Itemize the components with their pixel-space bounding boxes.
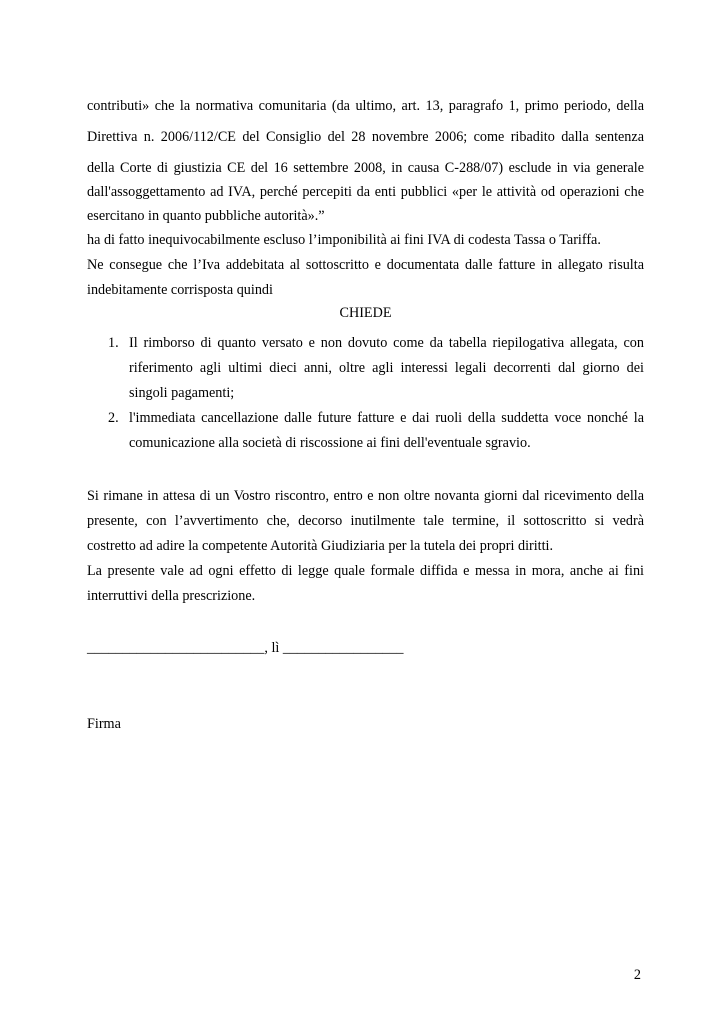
request-1-line-1: Il rimborso di quanto versato e non dovuto come da tabella riepilogativa allegata, con [129, 335, 644, 351]
paragraph-1-line-2: Direttiva n. 2006/112/CE del Consiglio del 28 novembre 2006; come ribadito dalla sentenza [87, 129, 644, 145]
signature-label: Firma [87, 716, 121, 732]
paragraph-4-line-2: presente, con l’avvertimento che, decorso inutilmente tale termine, il sottoscritto si vedrà [87, 513, 644, 529]
request-1-line-3: singoli pagamenti; [129, 385, 235, 401]
paragraph-1-line-1: contributi» che la normativa comunitaria (da ultimo, art. 13, paragrafo 1, primo periodo, della [87, 98, 644, 114]
request-2-line-2: comunicazione alla società di riscossione ai fini dell'eventuale sgravio. [129, 435, 531, 451]
heading-chiede: CHIEDE [339, 305, 392, 321]
request-2-line-1: l'immediata cancellazione dalle future fatture e dai ruoli della suddetta voce nonché la [129, 410, 644, 426]
paragraph-4-line-3: costretto ad adire la competente Autorità Giudiziaria per la tutela dei propri diritti. [87, 538, 554, 554]
request-1-number: 1. [108, 335, 119, 351]
paragraph-5-line-1: La presente vale ad ogni effetto di legge quale formale diffida e messa in mora, anche ai fini [87, 563, 644, 579]
paragraph-1-line-3: della Corte di giustizia CE del 16 settembre 2008, in causa C-288/07) esclude in via generale [87, 160, 644, 176]
page-number: 2 [633, 967, 641, 983]
request-2-number: 2. [108, 410, 119, 426]
paragraph-1-line-5: esercitano in quanto pubbliche autorità».” [87, 208, 325, 224]
paragraph-5-line-2: interruttivi della prescrizione. [87, 588, 256, 604]
request-1-line-2: riferimento agli ultimi dieci anni, oltre agli interessi legali decorrenti dal giorno dei [129, 360, 644, 376]
paragraph-4-line-1: Si rimane in attesa di un Vostro riscontro, entro e non oltre novanta giorni dal ricevimento della [87, 488, 644, 504]
paragraph-2: ha di fatto inequivocabilmente escluso l’imponibilità ai fini IVA di codesta Tassa o Tariffa. [87, 232, 601, 248]
paragraph-3-line-2: indebitamente corrisposta quindi [87, 282, 273, 298]
paragraph-3-line-1: Ne consegue che l’Iva addebitata al sottoscritto e documentata dalle fatture in allegato risulta [87, 257, 644, 273]
place-date-line: _________________________, lì _________________ [87, 640, 404, 656]
paragraph-1-line-4: dall'assoggettamento ad IVA, perché percepiti da enti pubblici «per le attività od operazioni che [87, 184, 644, 200]
